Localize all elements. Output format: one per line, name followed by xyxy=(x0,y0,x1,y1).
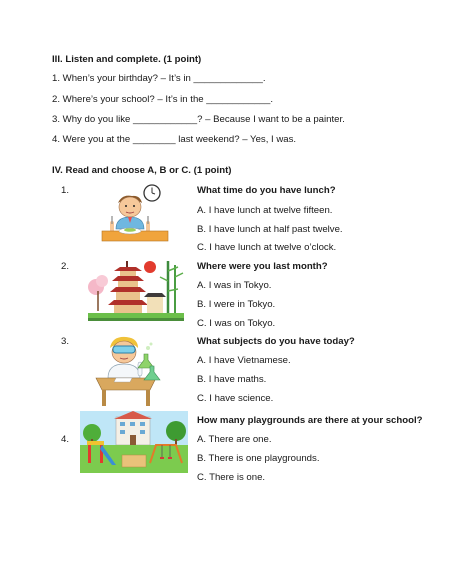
question-3-option-c[interactable]: C. I have science. xyxy=(197,393,274,404)
question-2-option-b[interactable]: B. I were in Tokyo. xyxy=(197,299,276,310)
school-playground-icon xyxy=(80,411,188,473)
question-3-number: 3. xyxy=(61,336,70,347)
boy-science-icon xyxy=(92,332,172,410)
question-2-option-a[interactable]: A. I was in Tokyo. xyxy=(197,280,272,291)
boy-eating-lunch-icon xyxy=(100,183,172,245)
question-4-number: 4. xyxy=(61,434,70,445)
section-3-item-1: 1. When’s your birthday? – It’s in _____________. xyxy=(52,73,266,84)
question-2-option-c[interactable]: C. I was on Tokyo. xyxy=(197,318,276,329)
question-1-text: What time do you have lunch? xyxy=(197,185,336,196)
section-3-item-2: 2. Where’s your school? – It’s in the ____________. xyxy=(52,94,273,105)
question-1-option-c[interactable]: C. I have lunch at twelve o’clock. xyxy=(197,242,337,253)
question-1-option-a[interactable]: A. I have lunch at twelve fifteen. xyxy=(197,205,333,216)
section-3-heading: III. Listen and complete. (1 point) xyxy=(52,54,202,65)
section-3-item-3: 3. Why do you like ____________? – Because I want to be a painter. xyxy=(52,114,345,125)
section-3-item-4: 4. Were you at the ________ last weekend? – Yes, I was. xyxy=(52,134,297,145)
question-4-text: How many playgrounds are there at your school? xyxy=(197,415,423,426)
japan-pagoda-icon xyxy=(86,257,186,323)
question-2-number: 2. xyxy=(61,261,70,272)
question-3-option-a[interactable]: A. I have Vietnamese. xyxy=(197,355,291,366)
question-2-text: Where were you last month? xyxy=(197,261,328,272)
section-4-heading: IV. Read and choose A, B or C. (1 point) xyxy=(52,165,232,176)
question-3-option-b[interactable]: B. I have maths. xyxy=(197,374,267,385)
question-4-option-a[interactable]: A. There are one. xyxy=(197,434,272,445)
question-1-option-b[interactable]: B. I have lunch at half past twelve. xyxy=(197,224,343,235)
question-3-text: What subjects do you have today? xyxy=(197,336,355,347)
question-4-option-c[interactable]: C. There is one. xyxy=(197,472,266,483)
question-4-option-b[interactable]: B. There is one playgrounds. xyxy=(197,453,320,464)
question-1-number: 1. xyxy=(61,185,70,196)
